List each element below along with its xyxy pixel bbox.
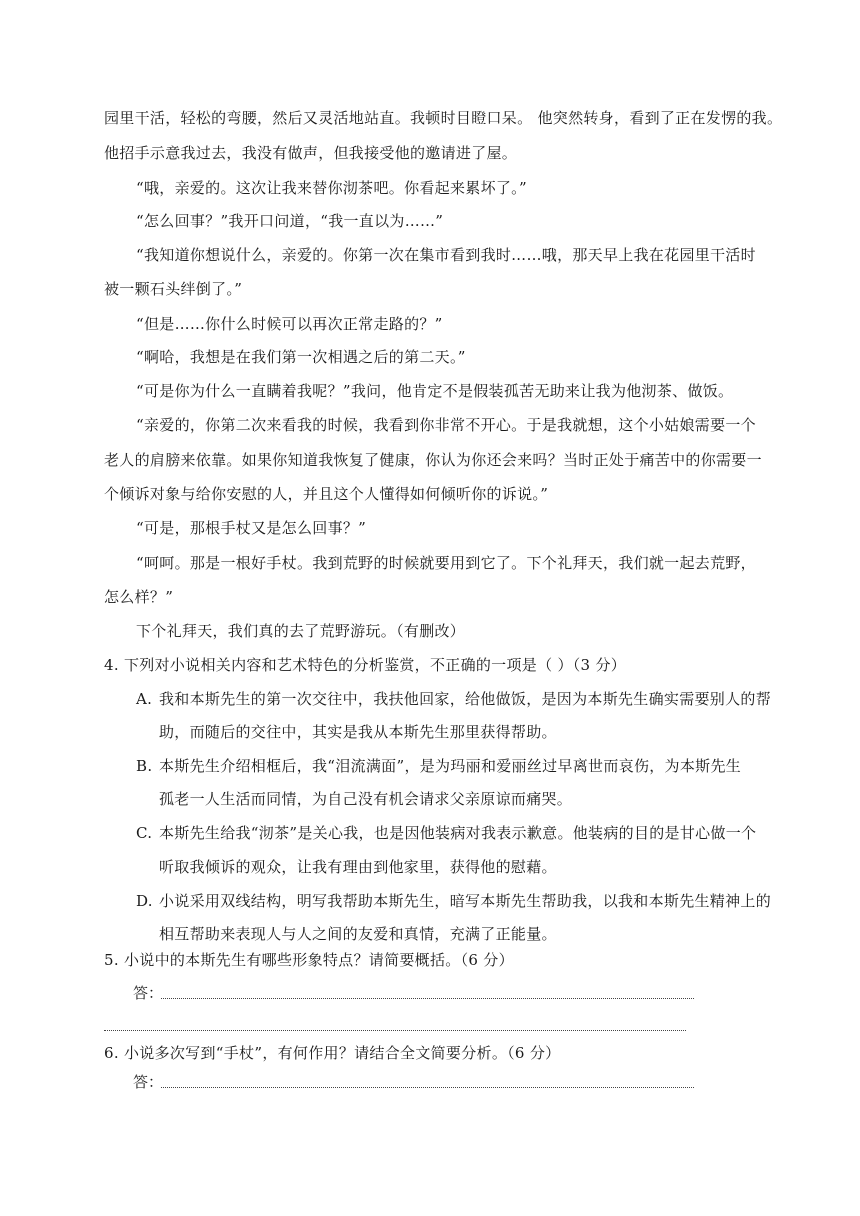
passage-line: 园里干活，轻松的弯腰，然后又灵活地站直。我顿时目瞪口呆。 他突然转身，看到了正在发愣的我。 [104, 109, 783, 127]
passage-source-line: 下个礼拜天，我们真的去了荒野游玩。（有删改） [136, 622, 466, 640]
passage-line: “但是……你什么时候可以再次正常走路的？” [136, 315, 443, 333]
option-b-letter: B. [136, 757, 153, 775]
passage-line: 老人的肩膀来依靠。如果你知道我恢复了健康，你认为你还会来吗？当时正处于痛苦中的你需要一 [104, 451, 762, 469]
passage-line: “哦，亲爱的。这次让我来替你沏茶吧。你看起来累坏了。” [136, 179, 527, 197]
answer-line[interactable] [161, 1087, 694, 1088]
passage-line: “亲爱的，你第二次来看我的时候，我看到你非常不开心。于是我就想，这个小姑娘需要一个 [136, 416, 756, 434]
option-a-letter: A. [136, 690, 153, 708]
passage-line: 被一颗石头绊倒了。” [104, 280, 243, 298]
passage-line: 他招手示意我过去，我没有做声，但我接受他的邀请进了屋。 [104, 144, 518, 162]
question-6-stem: 6. 小说多次写到“手杖”，有何作用？请结合全文简要分析。（6 分） [104, 1044, 561, 1062]
option-c-letter: C. [136, 824, 153, 842]
passage-line: 怎么样？” [104, 588, 174, 606]
question-4-stem: 4. 下列对小说相关内容和艺术特色的分析鉴赏，不正确的一项是（ ）（3 分） [104, 656, 627, 674]
passage-line: “啊哈，我想是在我们第一次相遇之后的第二天。” [136, 348, 466, 366]
option-c-text: 本斯先生给我“沏茶”是关心我，也是因他装病对我表示歉意。他装病的目的是甘心做一个 [159, 824, 757, 842]
option-d-text: 小说采用双线结构，明写我帮助本斯先生，暗写本斯先生帮助我，以我和本斯先生精神上的 [159, 892, 772, 910]
option-a-text: 我和本斯先生的第一次交往中，我扶他回家，给他做饭，是因为本斯先生确实需要别人的帮 [159, 690, 772, 708]
question-5-stem: 5. 小说中的本斯先生有哪些形象特点？请简要概括。（6 分） [104, 951, 514, 969]
answer-line[interactable] [161, 998, 694, 999]
answer-label: 答： [133, 984, 164, 1002]
option-d-text: 相互帮助来表现人与人之间的友爱和真情，充满了正能量。 [159, 925, 557, 943]
passage-line: “我知道你想说什么，亲爱的。你第一次在集市看到我时……哦，那天早上我在花园里干活时 [136, 246, 756, 264]
answer-label: 答： [133, 1073, 164, 1091]
option-a-text: 助，而随后的交往中，其实是我从本斯先生那里获得帮助。 [159, 723, 557, 741]
answer-line[interactable] [104, 1030, 686, 1031]
option-b-text: 孤老一人生活而同情，为自己没有机会请求父亲原谅而痛哭。 [159, 790, 573, 808]
option-c-text: 听取我倾诉的观众，让我有理由到他家里，获得他的慰藉。 [159, 858, 557, 876]
passage-line: “呵呵。那是一根好手杖。我到荒野的时候就要用到它了。下个礼拜天，我们就一起去荒野， [136, 554, 756, 572]
option-d-letter: D. [136, 892, 153, 910]
passage-line: 个倾诉对象与给你安慰的人，并且这个人懂得如何倾听你的诉说。” [104, 485, 549, 503]
option-b-text: 本斯先生介绍相框后，我“泪流满面”，是为玛丽和爱丽丝过早离世而哀伤，为本斯先生 [159, 757, 742, 775]
passage-line: “可是，那根手杖又是怎么回事？” [136, 519, 367, 537]
passage-line: “可是你为什么一直瞒着我呢？”我问，他肯定不是假装孤苦无助来让我为他沏茶、做饭。 [136, 382, 734, 400]
passage-line: “怎么回事？”我开口问道，“我一直以为……” [136, 212, 444, 230]
